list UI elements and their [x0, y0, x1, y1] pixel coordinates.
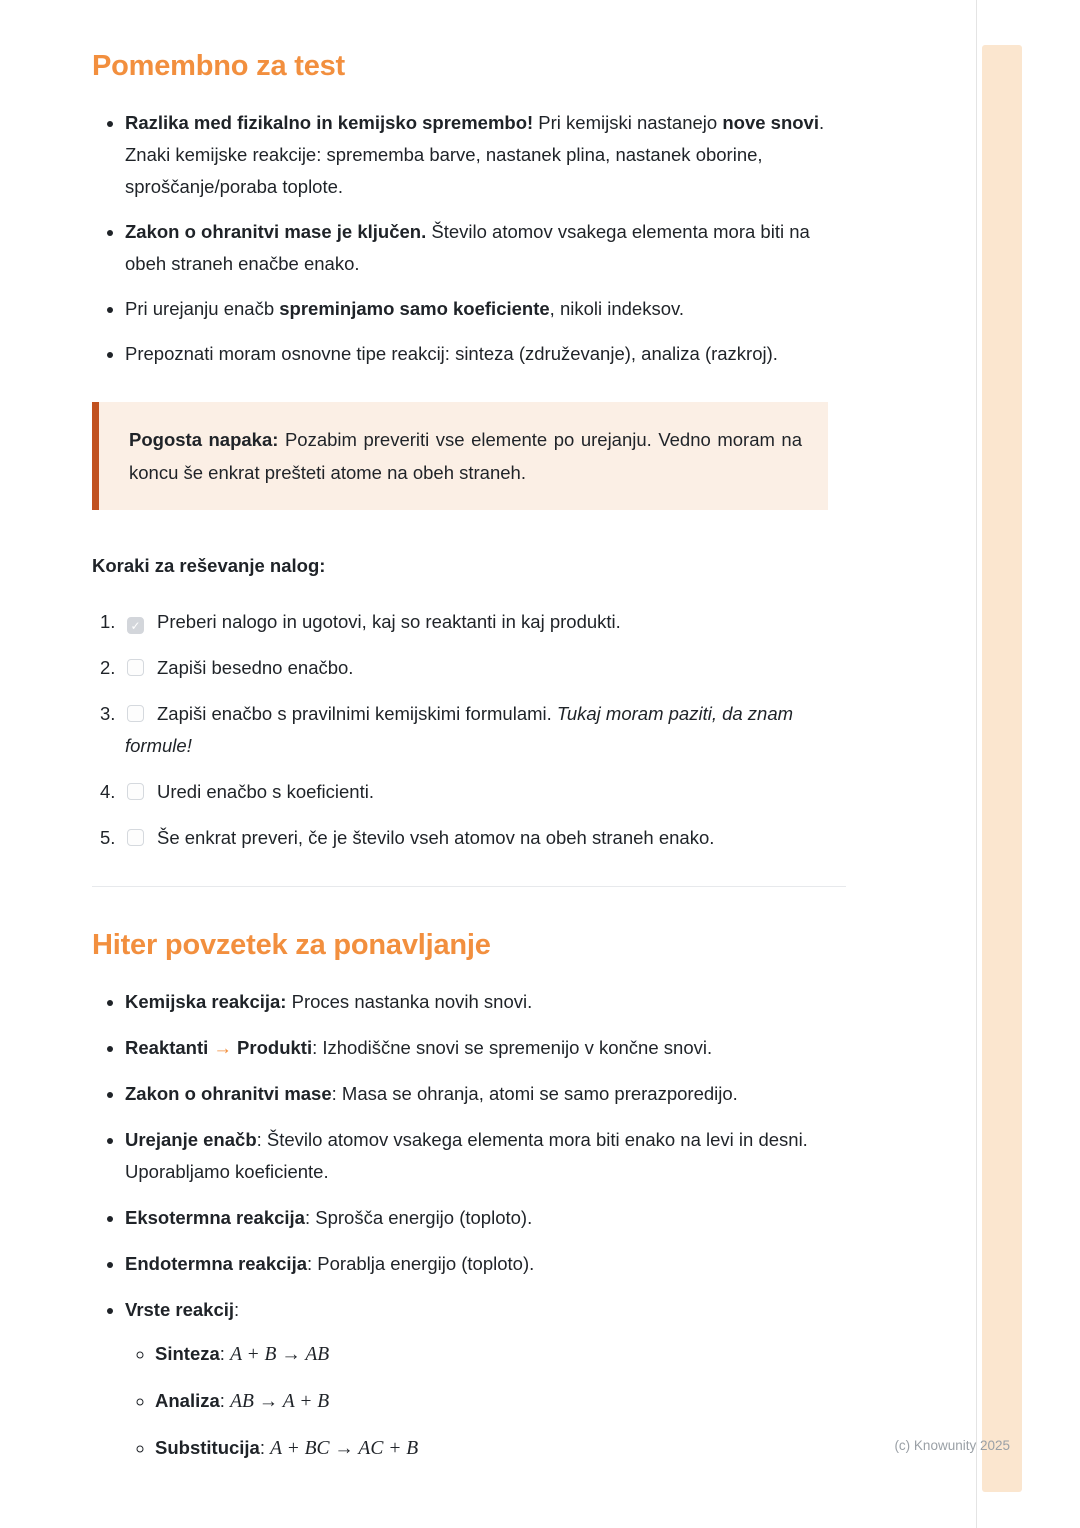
reaction-types-list — [125, 1338, 846, 1465]
step-number: 1. — [100, 611, 116, 632]
list-item — [125, 1294, 846, 1465]
bullet-lead: Eksotermna reakcija — [125, 1207, 305, 1228]
step-text: Zapiši enačbo s pravilnimi kemijskimi formulami. — [157, 703, 552, 724]
step-text: Preberi nalogo in ugotovi, kaj so reaktanti in kaj produkti. — [157, 611, 621, 632]
bullet-bold: nove snovi — [722, 112, 819, 133]
bullet-lead: Vrste reakcij — [125, 1299, 235, 1320]
reaction-colon: : — [219, 1343, 231, 1364]
step-number: 2. — [100, 657, 116, 678]
callout-label: Pogosta napaka: — [129, 429, 279, 450]
bullet-text: : Masa se ohranja, atomi se samo prerazporedijo. — [331, 1083, 738, 1104]
reaction-formula: A + BC → AC + B — [270, 1438, 419, 1459]
bullet-bold: spreminjamo samo koeficiente — [279, 298, 550, 319]
reaction-colon: : — [219, 1390, 231, 1411]
step-text: Še enkrat preveri, če je število vseh atomov na obeh straneh enako. — [157, 827, 715, 848]
bullet-text: Prepoznati moram osnovne tipe reakcij: sinteza (združevanje), analiza (razkroj). — [125, 343, 778, 364]
list-item — [125, 293, 846, 325]
bullet-text: Pri kemijski nastanejo — [533, 112, 723, 133]
bullet-bold: Produkti — [231, 1037, 313, 1058]
step-item — [100, 776, 846, 808]
reaction-item — [155, 1385, 846, 1418]
bullet-lead: Zakon o ohranitvi mase je ključen. — [125, 221, 427, 242]
page-edge-line — [976, 0, 977, 1528]
list-item — [125, 986, 846, 1018]
list-item — [125, 1202, 846, 1234]
summary-list — [92, 986, 846, 1465]
bullet-text: . Znaki kemijske reakcije: sprememba barve, nastanek plina, nastanek oborine, sproščanje/poraba toplote. — [125, 112, 825, 197]
bullet-lead: Razlika med fizikalno in kemijsko spremembo! — [125, 112, 534, 133]
step-text: Uredi enačbo s koeficienti. — [157, 781, 374, 802]
bullet-text: : Izhodiščne snovi se spremenijo v končne snovi. — [312, 1037, 713, 1058]
bullet-text: : Sprošča energijo (toploto). — [304, 1207, 533, 1228]
list-item — [125, 338, 846, 370]
checkbox[interactable] — [127, 783, 144, 800]
reaction-item — [155, 1432, 846, 1465]
bullet-lead: Kemijska reakcija: — [125, 991, 287, 1012]
section-title-pomembno-za-test: Pomembno za test — [92, 50, 346, 82]
step-number: 3. — [100, 703, 116, 724]
reaction-label: Sinteza — [155, 1343, 220, 1364]
step-text: Zapiši besedno enačbo. — [157, 657, 354, 678]
bullet-lead: Urejanje enačb — [125, 1129, 257, 1150]
list-item — [125, 107, 846, 203]
section-divider — [92, 886, 846, 887]
bullet-lead: Endotermna reakcija — [125, 1253, 307, 1274]
step-note-italic: Tukaj moram paziti, da znam formule! — [125, 703, 794, 756]
checkbox[interactable] — [127, 705, 144, 722]
step-number: 5. — [100, 827, 116, 848]
bullet-text: Število atomov vsakega elementa mora biti na obeh straneh enačbe enako. — [125, 221, 810, 274]
reaction-formula: AB → A + B — [230, 1391, 330, 1412]
step-item — [100, 606, 846, 638]
bullet-lead: Zakon o ohranitvi mase — [125, 1083, 332, 1104]
step-item — [100, 822, 846, 854]
bullet-text: Proces nastanka novih snovi. — [286, 991, 533, 1012]
bullet-text: Pri urejanju enačb — [125, 298, 280, 319]
reaction-formula: A + B → AB — [230, 1344, 330, 1365]
list-item — [125, 1248, 846, 1280]
step-item — [100, 698, 846, 762]
arrow-icon: → — [213, 1037, 232, 1058]
steps-list — [92, 606, 846, 854]
checkbox[interactable] — [127, 617, 144, 634]
reaction-colon: : — [259, 1437, 271, 1458]
callout-pogosta-napaka — [92, 402, 828, 510]
steps-heading: Koraki za reševanje nalog: — [92, 555, 326, 576]
step-item — [100, 652, 846, 684]
checkbox[interactable] — [127, 659, 144, 676]
important-list — [92, 107, 846, 370]
bullet-text: , nikoli indeksov. — [549, 298, 685, 319]
callout-text: Pozabim preveriti vse elemente po urejanju. Vedno moram na koncu še enkrat prešteti atome na obeh straneh. — [129, 429, 802, 483]
bullet-text: : Porablja energijo (toploto). — [307, 1253, 535, 1274]
bullet-text: : — [234, 1299, 240, 1320]
right-margin-strip — [982, 45, 1022, 1492]
list-item — [125, 1078, 846, 1110]
step-number: 4. — [100, 781, 116, 802]
bullet-lead: Reaktanti — [125, 1037, 214, 1058]
list-item — [125, 216, 846, 280]
reaction-label: Substitucija — [155, 1437, 260, 1458]
reaction-item — [155, 1338, 846, 1371]
list-item — [125, 1032, 846, 1064]
section-title-hiter-povzetek: Hiter povzetek za ponavljanje — [92, 929, 491, 961]
footer-credit: (c) Knowunity 2025 — [894, 1438, 1010, 1453]
bullet-text: : Število atomov vsakega elementa mora biti enako na levi in desni. Uporabljamo koeficiente. — [125, 1129, 808, 1182]
checkbox[interactable] — [127, 829, 144, 846]
list-item — [125, 1124, 846, 1188]
reaction-label: Analiza — [155, 1390, 220, 1411]
document-content — [92, 50, 846, 1479]
